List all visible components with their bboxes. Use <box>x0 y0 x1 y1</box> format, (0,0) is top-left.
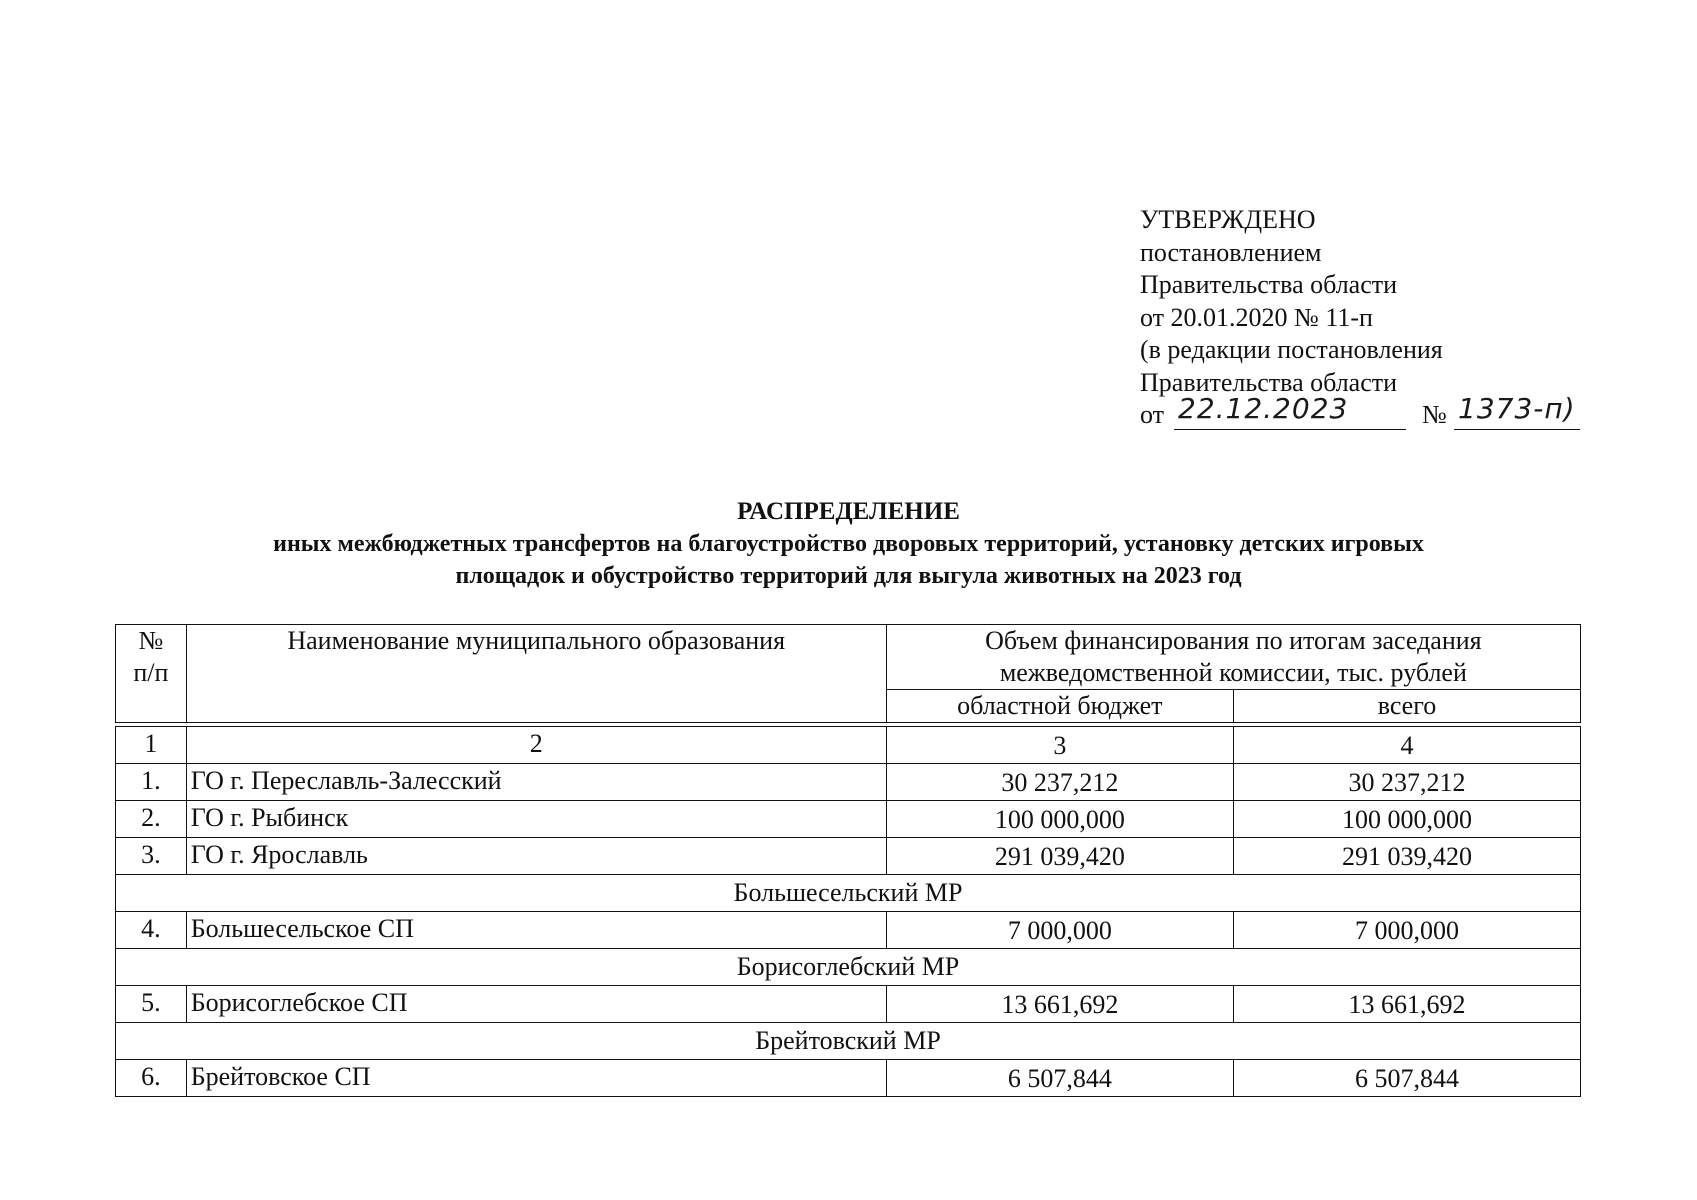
handwritten-date: 22.12.2023 <box>1178 392 1349 425</box>
row-total-value: 30 237,212 <box>1233 764 1580 801</box>
row-name: Брейтовское СП <box>186 1060 886 1097</box>
group-row <box>116 1023 1581 1060</box>
date-underline <box>1174 429 1406 430</box>
header-name <box>186 625 886 723</box>
row-name: Большесельское СП <box>186 912 886 949</box>
header-num <box>116 625 187 723</box>
row-number: 2. <box>116 801 187 838</box>
col-number: 3 <box>886 727 1233 764</box>
title-heading: РАСПРЕДЕЛЕНИЕ <box>737 498 960 525</box>
row-number: 1. <box>116 764 187 801</box>
header-regional: областной бюджет <box>886 690 1233 723</box>
row-name: ГО г. Рыбинск <box>186 801 886 838</box>
row-number: 4. <box>116 912 187 949</box>
handwritten-number: 1373-п) <box>1458 392 1576 425</box>
row-total-value: 6 507,844 <box>1233 1060 1580 1097</box>
group-label: Большесельский МР <box>116 875 1581 912</box>
row-regional-value: 7 000,000 <box>886 912 1233 949</box>
header-num-line: п/п <box>133 658 169 687</box>
approval-line: Правительства области <box>1140 270 1398 299</box>
approval-amendment-line <box>1140 392 1576 433</box>
table-row <box>116 912 1581 949</box>
group-row <box>116 949 1581 986</box>
table-row <box>116 838 1581 875</box>
row-regional-value: 291 039,420 <box>886 838 1233 875</box>
header-funding-line: Объем финансирования по итогам заседания <box>985 626 1482 655</box>
table-row <box>116 1060 1581 1097</box>
row-name: Борисоглебское СП <box>186 986 886 1023</box>
table-row <box>116 801 1581 838</box>
row-number: 5. <box>116 986 187 1023</box>
row-regional-value: 6 507,844 <box>886 1060 1233 1097</box>
group-label: Брейтовский МР <box>116 1023 1581 1060</box>
row-total-value: 291 039,420 <box>1233 838 1580 875</box>
approval-title: УТВЕРЖДЕНО <box>1140 205 1316 234</box>
row-name: ГО г. Ярославль <box>186 838 886 875</box>
document-title <box>0 496 1697 592</box>
header-funding-line: межведомственной комиссии, тыс. рублей <box>999 658 1467 687</box>
approval-line: постановлением <box>1140 237 1322 267</box>
distribution-table <box>115 624 1581 1097</box>
group-row <box>116 875 1581 912</box>
header-funding <box>886 625 1580 690</box>
col-number: 2 <box>186 727 886 764</box>
table-row <box>116 986 1581 1023</box>
row-regional-value: 100 000,000 <box>886 801 1233 838</box>
col-number: 4 <box>1233 727 1580 764</box>
table-row <box>116 764 1581 801</box>
row-regional-value: 30 237,212 <box>886 764 1233 801</box>
number-underline <box>1454 429 1580 430</box>
row-total-value: 13 661,692 <box>1233 986 1580 1023</box>
row-total-value: 7 000,000 <box>1233 912 1580 949</box>
approval-stamp-block <box>1140 204 1576 433</box>
title-line: площадок и обустройство территорий для выгула животных на 2023 год <box>455 563 1242 589</box>
row-regional-value: 13 661,692 <box>886 986 1233 1023</box>
row-number: 6. <box>116 1060 187 1097</box>
header-name-label: Наименование муниципального образования <box>287 626 786 655</box>
number-sign: № <box>1422 400 1447 429</box>
group-label: Борисоглебский МР <box>116 949 1581 986</box>
approval-from-label: от <box>1140 400 1165 429</box>
approval-original-decree: от 20.01.2020 № 11-п <box>1140 302 1373 332</box>
approval-line: Правительства области <box>1140 367 1398 397</box>
approval-line: (в редакции постановления <box>1140 335 1443 364</box>
row-number: 3. <box>116 838 187 875</box>
column-numbers-row <box>116 727 1581 764</box>
header-row <box>116 625 1581 690</box>
header-total: всего <box>1233 690 1580 723</box>
title-line: иных межбюджетных трансфертов на благоустройство дворовых территорий, установку детских игровых <box>273 531 1424 557</box>
header-num-line: № <box>138 626 164 655</box>
row-total-value: 100 000,000 <box>1233 801 1580 838</box>
row-name: ГО г. Переславль-Залесский <box>186 764 886 801</box>
col-number: 1 <box>116 727 187 764</box>
